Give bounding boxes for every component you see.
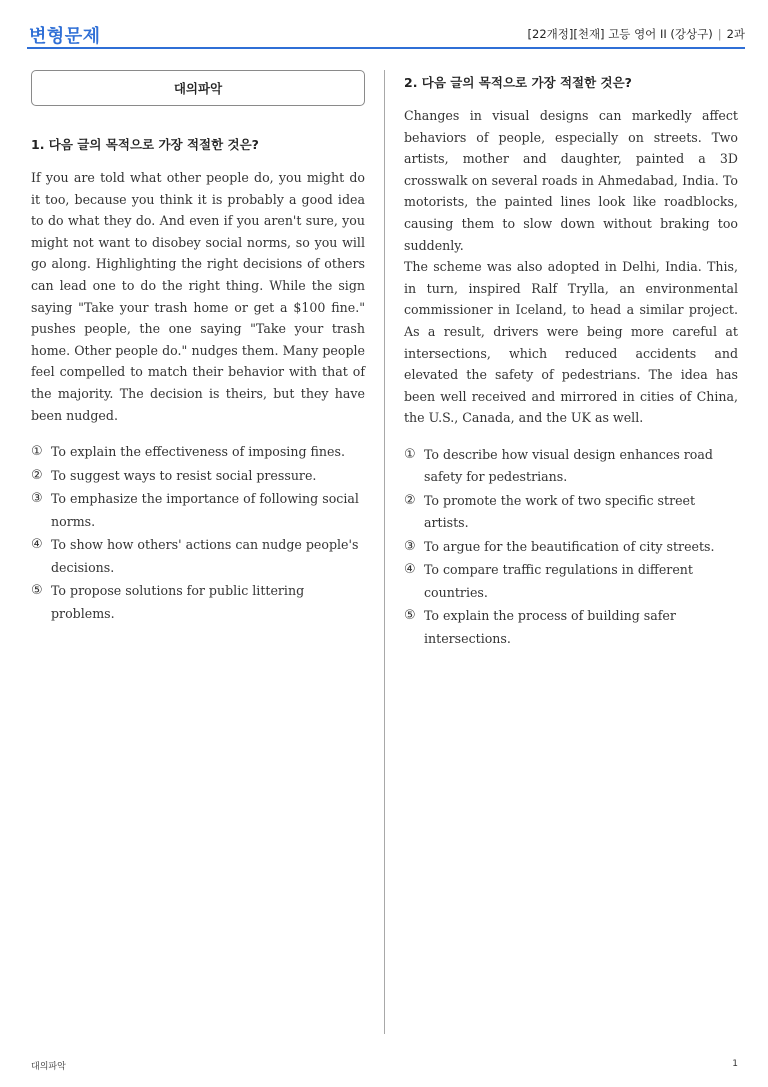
option-number: ③: [404, 538, 416, 554]
option-1[interactable]: [31, 441, 365, 464]
header-separator: |: [717, 27, 722, 41]
course-name: [22개정][천재] 고등 영어 II (강상구): [527, 27, 713, 41]
option-number: ①: [31, 444, 43, 460]
question-2-passage: [404, 105, 738, 429]
option-2[interactable]: [31, 465, 365, 488]
course-info: [528, 26, 745, 42]
option-text: To emphasize the importance of following social norms.: [51, 491, 359, 529]
footer-section-label: 대의파악: [31, 1062, 66, 1072]
option-text: To compare traffic regulations in different countries.: [424, 562, 693, 600]
option-number: ⑤: [404, 608, 416, 624]
right-column: [404, 70, 738, 651]
option-4[interactable]: [31, 534, 365, 579]
option-text: To explain the process of building safer intersections.: [424, 608, 676, 646]
question-2-options: [404, 444, 738, 651]
question-1-passage: [31, 167, 365, 426]
passage-paragraph: If you are told what other people do, you might do it too, because you think it is probably a good idea to do what they do. And even if you aren't sure, you might not want to disobey social norms, so you will go along. Highlighting the right decisions of others can lead one to do the right thing. While the sign saying "Take your trash home or get a $100 fine." pushes people, the one saying "Take your trash home. Other people do." nudges them. Many people feel compelled to match their behavior with that of the majority. The decision is theirs, but they have been nudged.: [31, 170, 365, 423]
option-text: To argue for the beautification of city streets.: [424, 538, 715, 554]
option-text: To show how others' actions can nudge people's decisions.: [51, 537, 359, 575]
brand-title: 변형문제: [29, 26, 101, 47]
option-text: To describe how visual design enhances road safety for pedestrians.: [424, 446, 713, 485]
header-rule: [27, 47, 745, 49]
option-number: ②: [404, 492, 416, 508]
option-3[interactable]: [404, 536, 738, 559]
section-title: 대의파악: [173, 81, 223, 96]
passage-paragraph-2: The scheme was also adopted in Delhi, India. This, in turn, inspired Ralf Trylla, an environmental commissioner in Iceland, to head a similar project. As a result, drivers were being more careful at intersections, which reduced accidents and elevated the safety of pedestrians. The idea has been well received and mirrored in cities of China, the U.S., Canada, and the UK as well.: [404, 259, 738, 426]
option-3[interactable]: [31, 488, 365, 533]
option-1[interactable]: [404, 444, 738, 489]
column-divider: [384, 70, 385, 1034]
option-5[interactable]: [404, 605, 738, 650]
option-number: ②: [31, 467, 43, 483]
option-number: ⑤: [31, 583, 43, 599]
question-2-title: 2. 다음 글의 목적으로 가장 적절한 것은?: [404, 75, 632, 90]
option-text: To suggest ways to resist social pressure.: [51, 467, 317, 483]
passage-paragraph-1: Changes in visual designs can markedly affect behaviors of people, especially on streets. Two artists, mother and daughter, painted a 3D crosswalk on several roads in Ahmedabad, India. To motorists, the painted lines look like roadblocks, causing them to slow down without braking too suddenly.: [404, 108, 738, 253]
lesson-label: 2과: [726, 27, 745, 41]
option-number: ④: [31, 537, 43, 553]
option-5[interactable]: [31, 580, 365, 625]
option-text: To explain the effectiveness of imposing fines.: [51, 444, 345, 460]
question-1-title: 1. 다음 글의 목적으로 가장 적절한 것은?: [31, 137, 259, 152]
left-column: [31, 70, 365, 626]
option-number: ④: [404, 562, 416, 578]
option-number: ③: [31, 491, 43, 507]
page-number: 1: [732, 1059, 738, 1069]
option-text: To promote the work of two specific street artists.: [424, 492, 696, 531]
option-2[interactable]: [404, 490, 738, 535]
option-4[interactable]: [404, 559, 738, 604]
section-title-box: [31, 70, 365, 106]
option-text: To propose solutions for public littering problems.: [51, 583, 305, 621]
option-number: ①: [404, 446, 416, 462]
question-1-options: [31, 441, 365, 625]
page-header: [27, 18, 745, 50]
